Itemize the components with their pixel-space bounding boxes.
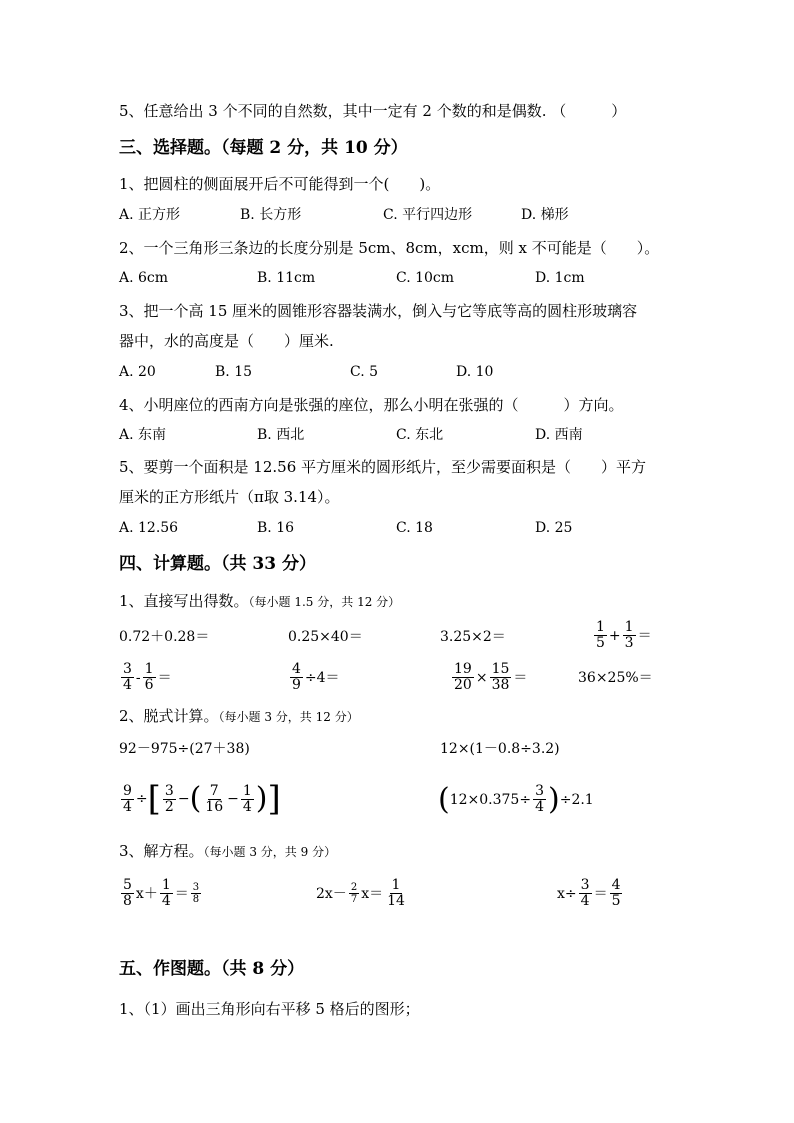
calc-part1-label: 1、直接写出得数。 [119,592,249,610]
choice-q3-option-a: A. 20 [119,364,156,380]
fraction: $\frac{4}{5}$ [611,877,621,909]
step-calc-expr-4: ( 12×0.375÷ $\frac{3}{4}$ ) ÷2.1 [438,781,594,817]
fraction: $\frac{1}{5}$ [596,619,605,651]
step-calc-expr-3: $\frac{9}{4}$ ÷ [ $\frac{3}{2}$ − ( $\frac{7}{16}$ − $\frac{1}{4}$ ) ] [123,779,281,819]
calc-part3-note: （每小题 3 分，共 9 分） [203,845,337,859]
choice-q5-option-d: D. 25 [535,520,573,536]
calc-part1-heading [119,591,400,612]
choice-q3-text-line2: 器中，水的高度是（ ）厘米. [119,332,334,350]
left-paren: ( [189,781,202,816]
oral-expr-5: $\frac{3}{4}$ - $\frac{1}{6}$ ＝ [123,661,172,693]
choice-q2-option-d: D. 1cm [535,270,585,286]
fraction: $\frac{15}{38}$ [491,661,510,693]
choice-q3-option-d: D. 10 [456,364,494,380]
choice-q4-option-a: A. 东南 [119,427,167,443]
choice-q4-option-c: C. 东北 [396,427,444,443]
calc-part2-label: 2、脱式计算。 [119,707,219,725]
oral-expr-3: 3.25×2＝ [440,629,506,645]
fraction: $\frac{19}{20}$ [454,661,472,693]
calc-part2-note: （每小题 3 分，共 12 分） [218,710,359,724]
fraction: $\frac{1}{14}$ [387,877,405,909]
calc-part3-label: 3、解方程。 [119,842,204,860]
drawing-q1-text: 1、（1）画出三角形向右平移 5 格后的图形； [119,1000,420,1018]
calc-part2-heading [119,706,359,727]
step-calc-expr-1: 92－975÷(27＋38) [119,741,250,757]
oral-expr-8: 36×25%＝ [578,670,653,686]
fraction: $\frac{4}{9}$ [292,661,301,693]
section-4-title: 四、计算题。（共 33 分） [119,554,316,574]
fraction: $\frac{3}{2}$ [164,782,174,815]
choice-q5-option-a: A. 12.56 [119,520,179,536]
fraction: $\frac{3}{8}$ [192,882,200,905]
step-calc-expr-2: 12×(1－0.8÷3.2) [440,741,560,757]
fraction: $\frac{3}{4}$ [535,783,544,815]
fraction: $\frac{9}{4}$ [123,782,132,815]
section-3-title: 三、选择题。（每题 2 分，共 10 分） [119,138,408,158]
choice-q5-text-line2: 厘米的正方形纸片（π取 3.14）。 [119,488,340,506]
calc-part3-heading [119,841,336,862]
judgement-q5: 5、任意给出 3 个不同的自然数，其中一定有 2 个数的和是偶数. （ ） [119,102,627,120]
choice-q3-text-line1: 3、把一个高 15 厘米的圆锥形容器装满水，倒入与它等底等高的圆柱形玻璃容 [119,302,638,320]
oral-expr-6: $\frac{4}{9}$ ÷4＝ [292,661,340,693]
choice-q2-option-a: A. 6cm [119,270,169,286]
left-bracket: [ [147,779,161,819]
fraction: $\frac{3}{4}$ [123,661,132,693]
oral-expr-2: 0.25×40＝ [288,629,363,645]
right-paren: ) [548,781,560,817]
choice-q4-text: 4、小明座位的西南方向是张强的座位，那么小明在张强的（ ）方向。 [119,396,624,414]
fraction: $\frac{2}{7}$ [350,882,358,905]
choice-q5-option-c: C. 18 [396,520,433,536]
choice-q1-option-c: C. 平行四边形 [383,207,473,223]
oral-expr-7: $\frac{19}{20}$ × $\frac{15}{38}$ ＝ [454,661,528,693]
fraction: $\frac{1}{6}$ [144,661,154,693]
fraction: $\frac{7}{16}$ [205,782,224,815]
choice-q5-option-b: B. 16 [257,520,295,536]
right-bracket: ] [267,779,281,819]
choice-q1-option-a: A. 正方形 [119,207,181,223]
fraction: $\frac{1}{4}$ [161,877,171,909]
equation-1: $\frac{5}{8}$ x＋ $\frac{1}{4}$ ＝ $\frac{3}{8}$ [123,877,200,909]
choice-q5-text-line1: 5、要剪一个面积是 12.56 平方厘米的圆形纸片，至少需要面积是（ ）平方 [119,458,647,476]
equation-2: 2x－ $\frac{2}{7}$ x＝ $\frac{1}{14}$ [316,877,405,909]
choice-q2-text: 2、一个三角形三条边的长度分别是 5cm、8cm，xcm，则 x 不可能是（ ）。 [119,239,660,257]
equation-3: x÷ $\frac{3}{4}$ ＝ $\frac{4}{5}$ [557,877,621,909]
fraction: $\frac{1}{3}$ [624,619,634,651]
choice-q4-option-b: B. 西北 [257,427,305,443]
choice-q3-option-b: B. 15 [215,364,253,380]
fraction: $\frac{5}{8}$ [123,877,132,909]
choice-q1-option-b: B. 长方形 [240,207,302,223]
left-paren: ( [438,781,450,817]
fraction: $\frac{1}{4}$ [242,782,252,815]
choice-q2-option-c: C. 10cm [396,270,455,286]
right-paren: ) [255,781,268,816]
oral-expr-1: 0.72＋0.28＝ [119,629,210,645]
fraction: $\frac{3}{4}$ [580,877,590,909]
choice-q3-option-c: C. 5 [350,364,379,380]
calc-part1-note: （每小题 1.5 分，共 12 分） [248,595,401,609]
choice-q2-option-b: B. 11cm [257,270,316,286]
section-5-title: 五、作图题。（共 8 分） [119,959,305,979]
choice-q1-text: 1、把圆柱的侧面展开后不可能得到一个( )。 [119,175,441,193]
choice-q4-option-d: D. 西南 [535,427,583,443]
oral-expr-4: $\frac{1}{5}$ + $\frac{1}{3}$ ＝ [596,619,652,651]
choice-q1-option-d: D. 梯形 [521,207,569,223]
